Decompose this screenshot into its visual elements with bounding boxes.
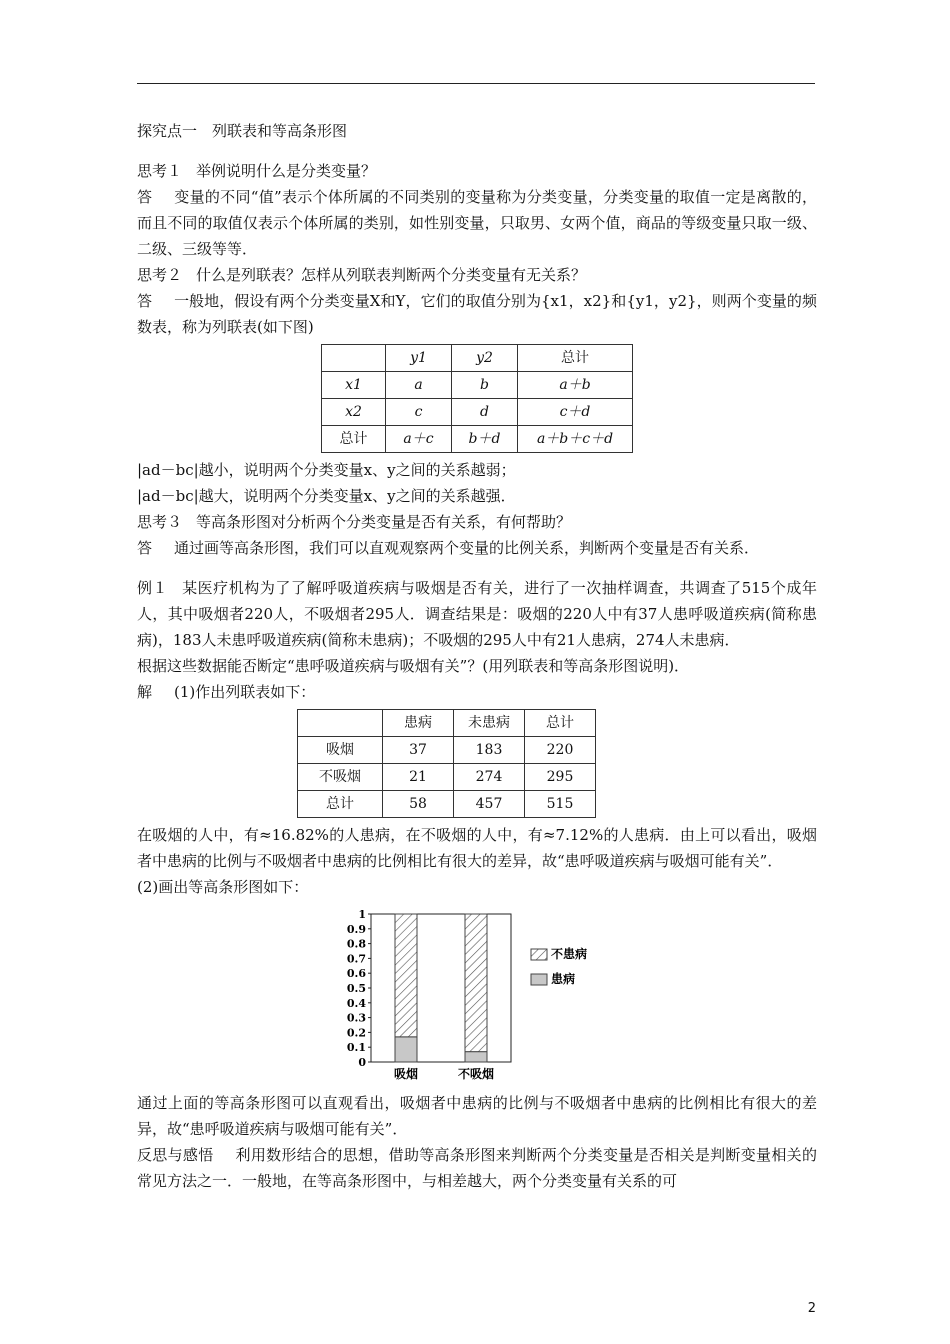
table-cell	[298, 710, 383, 737]
y-tick-label: 0	[358, 1056, 366, 1069]
table-cell: 患病	[383, 710, 454, 737]
table-cell: 总计	[525, 710, 596, 737]
solution-step1-text: (1)作出列联表如下：	[174, 683, 316, 701]
table-cell: 295	[525, 764, 596, 791]
top-rule	[137, 83, 815, 84]
think3-answer	[137, 535, 817, 561]
table-cell: 不吸烟	[298, 764, 383, 791]
solution-step2: (2)画出等高条形图如下：	[137, 878, 309, 896]
note-large: |ad－bc|越大，说明两个分类变量x、y之间的关系越强．	[137, 487, 516, 505]
bar-not-diseased	[465, 914, 487, 1052]
page-content	[137, 118, 817, 1194]
table-cell: a	[386, 372, 452, 399]
y-tick-label: 0.7	[346, 952, 366, 966]
table-cell: d	[452, 399, 518, 426]
table-row	[298, 791, 596, 818]
table-cell: y2	[452, 345, 518, 372]
table-row	[322, 399, 633, 426]
table-cell: 457	[454, 791, 525, 818]
table-cell: 总计	[322, 426, 386, 453]
think1-question-text: 举例说明什么是分类变量？	[196, 162, 377, 180]
table-row	[322, 372, 633, 399]
think2-question-text: 什么是列联表？怎样从列联表判断两个分类变量有无关系？	[196, 266, 587, 284]
example1-body: 某医疗机构为了了解呼吸道疾病与吸烟是否有关，进行了一次抽样调查，共调查了515个成年人，其中吸烟者220人，不吸烟者295人．调查结果是：吸烟的220人中有37人患呼吸道疾病(简称患病)，183人未患呼吸道疾病(简称未患病)；不吸烟的295人中有21人患病，274人未患病．	[137, 579, 817, 649]
table-row	[298, 764, 596, 791]
table-cell: 220	[525, 737, 596, 764]
y-tick-label: 0.8	[346, 937, 366, 951]
think3-answer-text: 通过画等高条形图，我们可以直观观察两个变量的比例关系，判断两个变量是否有关系．	[174, 539, 760, 557]
reflection-label: 反思与感悟	[137, 1146, 214, 1164]
think2-answer-text: 一般地，假设有两个分类变量X和Y，它们的取值分别为{x1，x2}和{y1，y2}，则两个变量的频数表，称为列联表(如下图)	[137, 292, 817, 336]
table-cell: b	[452, 372, 518, 399]
stacked-bar-chart	[333, 908, 623, 1084]
y-tick-label: 0.3	[346, 1011, 366, 1025]
bar-not-diseased	[395, 914, 417, 1037]
solution-label: 解	[137, 683, 153, 701]
contingency-table-smoking	[297, 709, 596, 818]
table-cell: 未患病	[454, 710, 525, 737]
table-row	[322, 426, 633, 453]
table-cell: x2	[322, 399, 386, 426]
table-cell: 21	[383, 764, 454, 791]
table-cell: 274	[454, 764, 525, 791]
think1-answer	[137, 184, 817, 262]
contingency-table-general	[321, 344, 633, 453]
conclusion-text: 通过上面的等高条形图可以直观看出，吸烟者中患病的比例与不吸烟者中患病的比例相比有很大的差异，故“患呼吸道疾病与吸烟可能有关”．	[137, 1094, 817, 1138]
legend-swatch	[531, 949, 547, 960]
table-row	[298, 710, 596, 737]
y-tick-label: 0.4	[346, 996, 366, 1010]
think1-question	[137, 158, 817, 184]
x-tick-label: 不吸烟	[457, 1067, 495, 1081]
table-row	[298, 737, 596, 764]
x-tick-label: 吸烟	[393, 1067, 419, 1081]
legend-swatch	[531, 974, 547, 985]
table-cell: c	[386, 399, 452, 426]
table-cell: a＋c	[386, 426, 452, 453]
table-cell: c＋d	[518, 399, 633, 426]
y-tick-label: 0.2	[346, 1026, 366, 1040]
think1-label: 思考１	[137, 162, 183, 180]
y-tick-label: 0.6	[346, 967, 366, 981]
think2-answer	[137, 288, 817, 340]
y-tick-label: 0.9	[346, 922, 366, 936]
y-tick-label: 0.5	[346, 982, 366, 995]
plot-frame	[371, 914, 511, 1062]
think3-answer-label: 答	[137, 539, 153, 557]
bar-diseased	[395, 1037, 417, 1062]
example1-text	[137, 575, 817, 653]
stacked-bar-chart-container	[333, 908, 623, 1084]
analysis-text: 在吸烟的人中，有≈16.82%的人患病，在不吸烟的人中，有≈7.12%的人患病．由上可以看出，吸烟者中患病的比例与不吸烟者中患病的比例相比有很大的差异，故“患呼吸道疾病与吸烟可能有关”．	[137, 826, 817, 870]
table-cell: y1	[386, 345, 452, 372]
example1-label: 例１	[137, 579, 169, 597]
y-tick-label: 0.1	[346, 1041, 366, 1055]
table-cell: 183	[454, 737, 525, 764]
y-tick-label: 1	[358, 908, 366, 921]
think1-answer-label: 答	[137, 188, 153, 206]
table-cell: b＋d	[452, 426, 518, 453]
solution-step1	[137, 679, 817, 705]
table-cell: 总计	[518, 345, 633, 372]
think3-question	[137, 509, 817, 535]
think2-question	[137, 262, 817, 288]
table-row	[322, 345, 633, 372]
table-cell: 58	[383, 791, 454, 818]
think2-answer-label: 答	[137, 292, 153, 310]
section-title: 探究点一 列联表和等高条形图	[137, 122, 348, 140]
think3-question-text: 等高条形图对分析两个分类变量是否有关系，有何帮助？	[196, 513, 572, 531]
note-small: |ad－bc|越小，说明两个分类变量x、y之间的关系越弱；	[137, 461, 516, 479]
table-cell: 515	[525, 791, 596, 818]
table-cell: 总计	[298, 791, 383, 818]
legend-label: 不患病	[551, 947, 588, 961]
page-number: 2	[807, 1301, 816, 1316]
think3-label: 思考３	[137, 513, 183, 531]
think1-answer-text: 变量的不同“值”表示个体所属的不同类别的变量称为分类变量，分类变量的取值一定是离散的，而且不同的取值仅表示个体所属的类别，如性别变量，只取男、女两个值，商品的等级变量只取一级、二级、三级等等．	[137, 188, 817, 258]
legend-label: 患病	[551, 972, 576, 986]
table-cell: 37	[383, 737, 454, 764]
table-cell: x1	[322, 372, 386, 399]
table-cell: a＋b	[518, 372, 633, 399]
reflection-body: 利用数形结合的思想，借助等高条形图来判断两个分类变量是否相关是判断变量相关的常见方法之一．一般地，在等高条形图中，与相差越大，两个分类变量有关系的可	[137, 1146, 817, 1190]
think2-label: 思考２	[137, 266, 183, 284]
table-cell: 吸烟	[298, 737, 383, 764]
reflection-text	[137, 1142, 817, 1194]
table-cell: a＋b＋c＋d	[518, 426, 633, 453]
bar-diseased	[465, 1052, 487, 1062]
example1-question: 根据这些数据能否断定“患呼吸道疾病与吸烟有关”？(用列联表和等高条形图说明)．	[137, 657, 690, 675]
table-cell	[322, 345, 386, 372]
